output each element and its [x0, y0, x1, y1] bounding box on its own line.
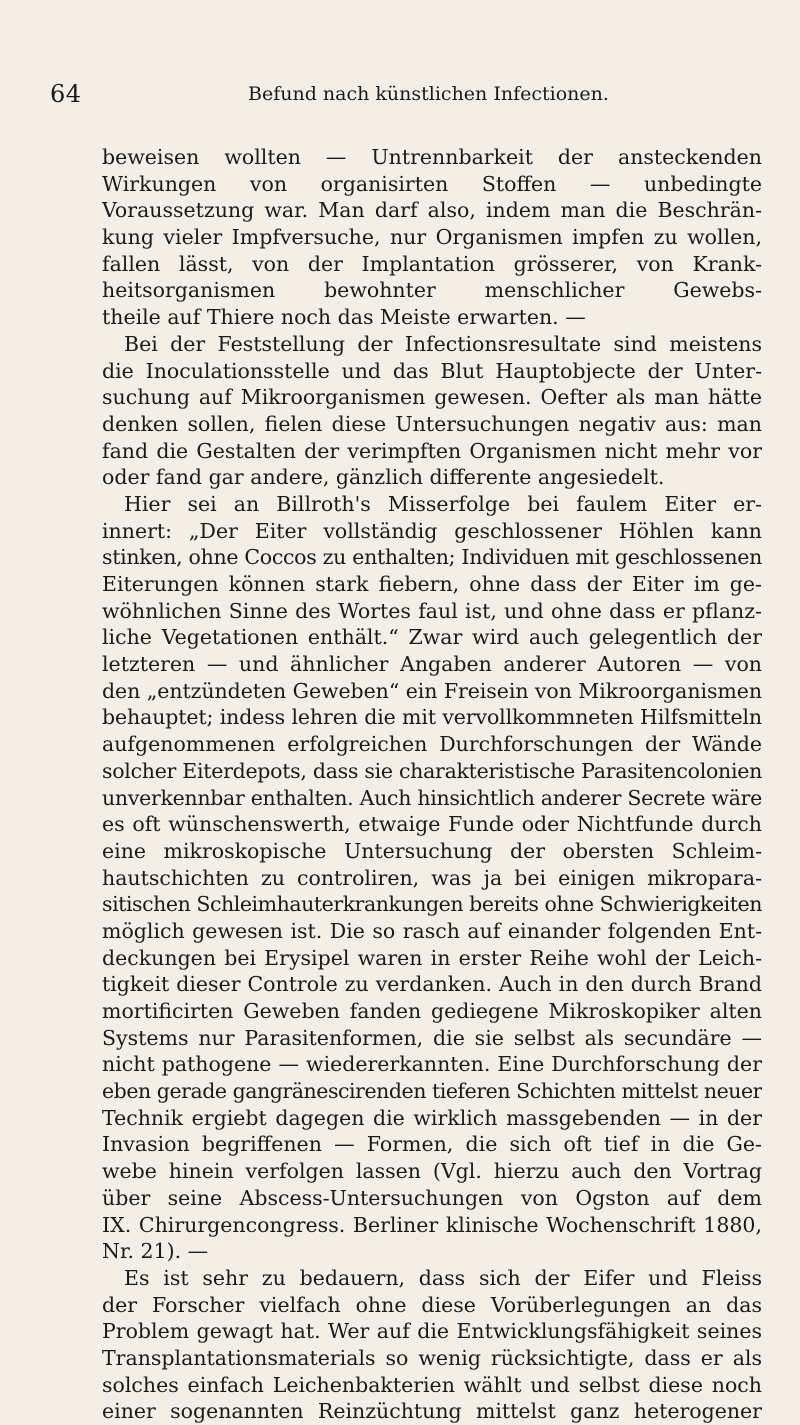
text-line: sitischen Schleimhauterkrankungen bereits ohne Schwierigkeiten	[102, 892, 762, 917]
text-line: Es ist sehr zu bedauern, dass sich der Eifer und Fleiss	[124, 1265, 762, 1290]
text-line: Hier sei an Billroth's Misserfolge bei faulem Eiter er-	[124, 491, 762, 516]
text-line: solches einfach Leichenbakterien wählt und selbst diese noch	[102, 1372, 762, 1397]
text-line: nicht pathogene — wiedererkannten. Eine Durchforschung der	[102, 1052, 762, 1077]
text-line: hautschichten zu controliren, was ja bei einigen mikropara-	[102, 865, 762, 890]
text-line: webe hinein verfolgen lassen (Vgl. hierzu auch den Vortrag	[102, 1159, 762, 1184]
text-line: Wirkungen von organisirten Stoffen — unbedingte	[102, 171, 762, 196]
text-line: theile auf Thiere noch das Meiste erwarten. —	[102, 305, 586, 330]
text-line: möglich gewesen ist. Die so rasch auf einander folgenden Ent-	[102, 918, 762, 943]
page-header	[50, 80, 760, 110]
text-line: liche Vegetationen enthält.“ Zwar wird auch gelegentlich der	[102, 625, 762, 650]
text-line: IX. Chirurgencongress. Berliner klinische Wochenschrift 1880,	[102, 1212, 762, 1237]
text-line: behauptet; indess lehren die mit vervollkommneten Hilfsmitteln	[102, 705, 762, 730]
text-line: tigkeit dieser Controle zu verdanken. Auch in den durch Brand	[102, 972, 762, 997]
text-line: fallen lässt, von der Implantation grösserer, von Krank-	[102, 251, 762, 276]
text-line: wöhnlichen Sinne des Wortes faul ist, und ohne dass er pflanz-	[102, 598, 762, 623]
text-line: oder fand gar andere, gänzlich differente angesiedelt.	[102, 465, 665, 490]
text-line: Voraussetzung war. Man darf also, indem man die Beschrän-	[102, 198, 762, 223]
text-line: innert: „Der Eiter vollständig geschlossener Höhlen kann	[102, 518, 762, 543]
text-line: fand die Gestalten der verimpften Organismen nicht mehr vor	[102, 438, 762, 463]
text-line: es oft wünschenswerth, etwaige Funde oder Nichtfunde durch	[102, 812, 762, 837]
text-line: den „entzündeten Geweben“ ein Freisein von Mikroorganismen	[102, 678, 762, 703]
text-line: Systems nur Parasitenformen, die sie selbst als secundäre —	[102, 1025, 762, 1050]
text-line: kung vieler Impfversuche, nur Organismen impfen zu wollen,	[102, 225, 762, 250]
page-number: 64	[50, 80, 82, 108]
running-title: Befund nach künstlichen Infectionen.	[248, 83, 609, 105]
text-line: Eiterungen können stark fiebern, ohne dass der Eiter im ge-	[102, 572, 762, 596]
text-line: Invasion begriffenen — Formen, die sich oft tief in die Ge-	[102, 1132, 762, 1157]
text-line: solcher Eiterdepots, dass sie charakteristische Parasitencolonien	[102, 758, 762, 783]
text-line: die Inoculationsstelle und das Blut Hauptobjecte der Unter-	[102, 358, 762, 383]
text-line: einer sogenannten Reinzüchtung mittelst ganz heterogener	[102, 1399, 762, 1424]
text-line: über seine Abscess-Untersuchungen von Ogston auf dem	[102, 1185, 762, 1210]
text-line: letzteren — und ähnlicher Angaben anderer Autoren — von	[102, 652, 762, 677]
text-line: Technik ergiebt dagegen die wirklich massgebenden — in der	[102, 1105, 762, 1130]
text-line: der Forscher vielfach ohne diese Vorüberlegungen an das	[102, 1292, 762, 1317]
text-line: beweisen wollten — Untrennbarkeit der ansteckenden	[102, 145, 762, 169]
text-line: suchung auf Mikroorganismen gewesen. Oefter als man hätte	[102, 385, 762, 410]
text-line: Transplantationsmaterials so wenig rücksichtigte, dass er als	[102, 1345, 762, 1370]
text-line: denken sollen, fielen diese Untersuchungen negativ aus: man	[102, 411, 762, 436]
text-line: aufgenommenen erfolgreichen Durchforschungen der Wände	[102, 732, 762, 757]
text-line: eben gerade gangränescirenden tieferen Schichten mittelst neuer	[102, 1079, 762, 1104]
text-line: Nr. 21). —	[102, 1239, 209, 1264]
text-line: eine mikroskopische Untersuchung der obersten Schleim-	[102, 838, 762, 863]
text-line: mortificirten Geweben fanden gediegene Mikroskopiker alten	[102, 999, 762, 1023]
text-line: unverkennbar enthalten. Auch hinsichtlich anderer Secrete wäre	[102, 785, 762, 810]
text-line: Problem gewagt hat. Wer auf die Entwicklungsfähigkeit seines	[102, 1319, 762, 1344]
body-text	[102, 144, 762, 1425]
text-line: Bei der Feststellung der Infectionsresultate sind meistens	[124, 331, 762, 356]
text-line: heitsorganismen bewohnter menschlicher Gewebs-	[102, 278, 762, 303]
text-line: deckungen bei Erysipel waren in erster Reihe wohl der Leich-	[102, 945, 762, 970]
text-line: stinken, ohne Coccos zu enthalten; Individuen mit geschlossenen	[102, 545, 762, 570]
